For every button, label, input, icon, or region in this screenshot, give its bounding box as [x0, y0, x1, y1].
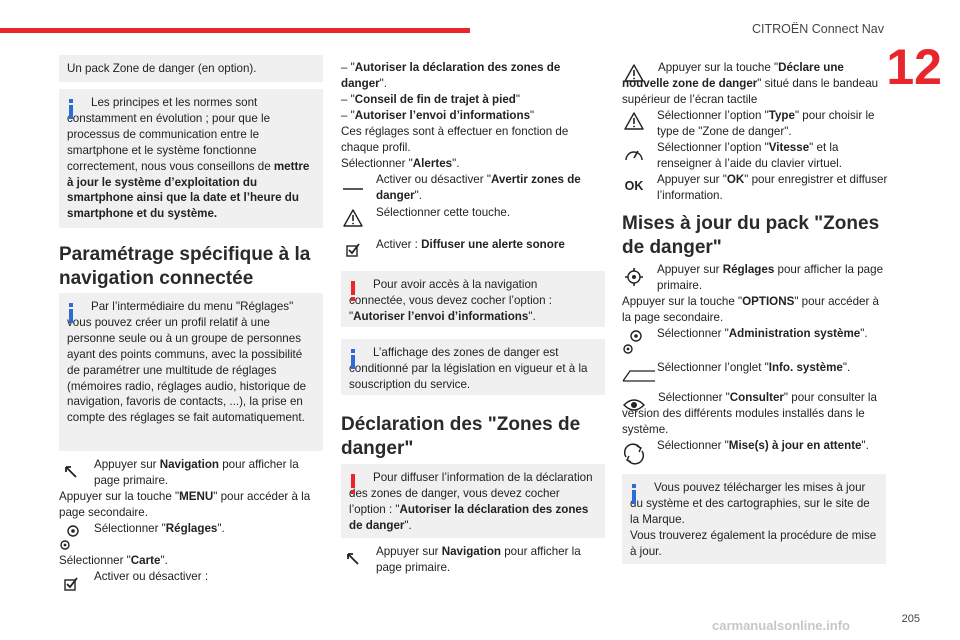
- step-select-reglages: Sélectionner "Réglages".: [94, 522, 225, 535]
- step-press-menu: Appuyer sur la touche "MENU" pour accéder à la page secondaire.: [59, 490, 311, 519]
- section-heading-updates: Mises à jour du pack "Zones de danger": [622, 213, 880, 258]
- info-box: [59, 89, 323, 228]
- settings-gears-icon: [622, 328, 646, 356]
- ok-icon: OK: [624, 179, 644, 194]
- info-text: Les principes et les normes sont constamment en évolution ; pour que le processus de communication entre le smartphone et le système fonctionne correctement, nous vous conseillons de mettre à jour le système d’exploitation du smartphone ainsi que la date et l’heure du smartphone et du système.: [67, 96, 310, 221]
- step-select-carte: Sélectionner "Carte".: [59, 554, 168, 567]
- info-text: Vous pouvez télécharger les mises à jour du système et des cartographies, sur le site de la Marque. Vous trouverez également la procédure de mise à jour.: [630, 481, 877, 558]
- info-box: [622, 474, 886, 564]
- top-accent-bar: [0, 28, 470, 33]
- info-text: L’affichage des zones de danger est conditionné par la législation en vigueur et à la souscription du service.: [349, 346, 588, 391]
- watermark: carmanualsonline.info: [712, 618, 850, 633]
- step-press-reglages: Appuyer sur Réglages pour afficher la page primaire.: [657, 263, 884, 292]
- step-activate-alert: Activer : Diffuser une alerte sonore: [376, 238, 565, 251]
- step-select-admin: Sélectionner "Administration système".: [657, 327, 868, 340]
- warning-triangle-icon: [622, 110, 646, 132]
- note-box: [59, 55, 323, 82]
- step-toggle-avertir: Activer ou désactiver "Avertir zones de danger".: [376, 173, 581, 202]
- tab-icon: [622, 364, 656, 386]
- warning-text: Pour diffuser l’information de la déclaration des zones de danger, vous devez cocher l’option : "Autoriser la déclaration des zones de danger".: [349, 471, 593, 532]
- info-box: [59, 293, 323, 451]
- step-press-navigation: Appuyer sur Navigation pour afficher la page primaire.: [376, 545, 581, 574]
- step-declare-zone: Appuyer sur la touche "Déclare une nouvelle zone de danger" situé dans le bandeau supérieur de l’écran tactile: [622, 61, 879, 106]
- chapter-number: 12: [886, 39, 942, 95]
- step-select-key: Sélectionner cette touche.: [376, 206, 511, 219]
- option-list-item: – "Autoriser la déclaration des zones de danger".: [341, 61, 561, 90]
- warning-box: [341, 464, 605, 538]
- warning-text: Pour avoir accès à la navigation connectée, vous devez cocher l’option : "Autoriser l’envoi d’informations".: [349, 278, 553, 323]
- step-press-navigation: Appuyer sur Navigation pour afficher la page primaire.: [94, 458, 299, 487]
- warning-triangle-icon: [341, 207, 365, 229]
- info-text: Par l’intermédiaire du menu "Réglages" vous pouvez créer un profil relatif à une personne seule ou à un groupe de personnes ayant des points communs, avec la possibilité de paramétrer une multitude de réglages (mémoires radio, réglages audio, historique de navigation, favoris de contacts, ...), la prise en compte des réglages se fait automatiquement.: [67, 300, 307, 425]
- step-select-alertes: Sélectionner "Alertes".: [341, 157, 460, 170]
- step-press-options: Appuyer sur la touche "OPTIONS" pour accéder à la page secondaire.: [622, 295, 879, 324]
- page-header-title: CITROËN Connect Nav: [752, 22, 884, 36]
- step-pending-updates: Sélectionner "Mise(s) à jour en attente".: [657, 439, 869, 452]
- warning-box: [341, 271, 605, 327]
- step-select-speed: Sélectionner l’option "Vitesse" et la renseigner à l’aide du clavier virtuel.: [657, 141, 842, 170]
- info-box: [341, 339, 605, 395]
- step-press-ok: Appuyer sur "OK" pour enregistrer et diffuser l’information.: [657, 173, 888, 202]
- settings-gear-icon: [59, 523, 83, 553]
- profile-note: Ces réglages sont à effectuer en fonction de chaque profil.: [341, 125, 569, 154]
- speedometer-icon: [622, 143, 646, 165]
- step-select-type: Sélectionner l’option "Type" pour choisir le type de "Zone de danger".: [657, 109, 875, 138]
- option-list-item: – "Autoriser l’envoi d’informations": [341, 109, 535, 122]
- update-icon: [622, 440, 646, 466]
- navigation-icon: [59, 461, 83, 483]
- section-heading-settings: Paramétrage spécifique à la navigation connectée: [59, 244, 311, 289]
- note-text: Un pack Zone de danger (en option).: [67, 62, 257, 75]
- checkbox-icon: [341, 239, 365, 261]
- step-toggle: Activer ou désactiver :: [94, 570, 209, 583]
- step-select-tab: Sélectionner l’onglet "Info. système".: [657, 361, 851, 374]
- toggle-line-icon: [341, 176, 365, 198]
- step-consult: Sélectionner "Consulter" pour consulter la version des différents modules installés dans le système.: [622, 391, 877, 436]
- checkbox-icon: [59, 573, 83, 595]
- navigation-icon: [341, 548, 365, 570]
- settings-gear-icon: [622, 266, 646, 288]
- section-heading-declaration: Déclaration des "Zones de danger": [341, 414, 581, 459]
- page-number: 205: [901, 613, 920, 625]
- option-list-item: – "Conseil de fin de trajet à pied": [341, 93, 520, 106]
